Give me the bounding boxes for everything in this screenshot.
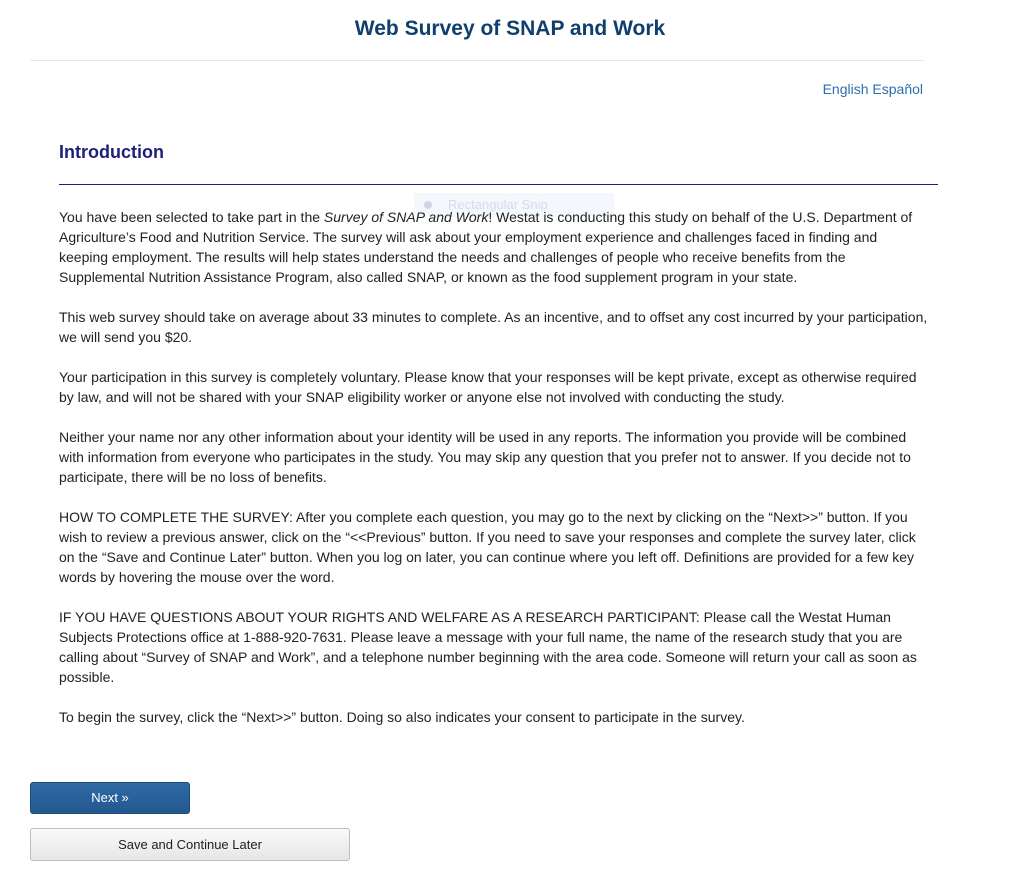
header-divider: [30, 60, 923, 61]
intro-paragraph-3: Your participation in this survey is completely voluntary. Please know that your responses will be kept private, except as otherwise required by law, and will not be shared with your SNAP eligibility worker or anyone else not involved with conducting the study.: [59, 369, 917, 405]
page-title: Web Survey of SNAP and Work: [354, 17, 666, 40]
english-link[interactable]: English: [822, 81, 869, 97]
intro-paragraph-7: To begin the survey, click the “Next>>” button. Doing so also indicates your consent to participate in the survey.: [59, 709, 745, 725]
section-divider: [59, 184, 938, 185]
spanish-link[interactable]: Español: [872, 81, 923, 97]
intro-paragraph-1: [59, 207, 929, 287]
save-continue-later-button[interactable]: Save and Continue Later: [30, 828, 350, 861]
intro-p1-after: ! Westat is conducting this study on behalf of the U.S. Department of Agriculture’s Food and Nutrition Service. The survey will ask about your employment experience and challenges faced in finding and keeping employment. The results will help states understand the needs and challenges of people who receive benefits from the Supplemental Nutrition Assistance Program, also called SNAP, or known as the food supplement program in your state.: [59, 209, 913, 285]
snip-overlay: Rectangular Snip: [414, 193, 614, 217]
intro-paragraph-5: HOW TO COMPLETE THE SURVEY: After you complete each question, you may go to the next by clicking on the “Next>>” button. If you wish to review a previous answer, click on the “<<Previous” button. If you need to save your responses and complete the survey later, click on the “Save and Continue Later” button. When you log on later, you can continue where you left off. Definitions are provided for a few key words by hovering the mouse over the word.: [59, 509, 916, 585]
language-switcher: [823, 81, 923, 97]
intro-p1-before: You have been selected to take part in the: [59, 209, 324, 225]
intro-paragraph-2: This web survey should take on average about 33 minutes to complete. As an incentive, and to offset any cost incurred by your participation, we will send you $20.: [59, 309, 928, 345]
intro-paragraph-6: IF YOU HAVE QUESTIONS ABOUT YOUR RIGHTS AND WELFARE AS A RESEARCH PARTICIPANT: Please call the Westat Human Subjects Protections office at 1-888-920-7631. Please leave a message with your full name, the name of the research study that you are calling about “Survey of SNAP and Work”, and a telephone number beginning with the area code. Someone will return your call as soon as possible.: [59, 609, 917, 685]
intro-paragraph-4: Neither your name nor any other information about your identity will be used in any reports. The information you provide will be combined with information from everyone who participates in the study. You may skip any question that you prefer not to answer. If you decide not to participate, there will be no loss of benefits.: [59, 429, 911, 485]
survey-name-italic: Survey of SNAP and Work: [323, 209, 489, 225]
section-title: Introduction: [59, 142, 164, 162]
intro-text: [59, 207, 929, 747]
next-button[interactable]: Next »: [30, 782, 190, 814]
